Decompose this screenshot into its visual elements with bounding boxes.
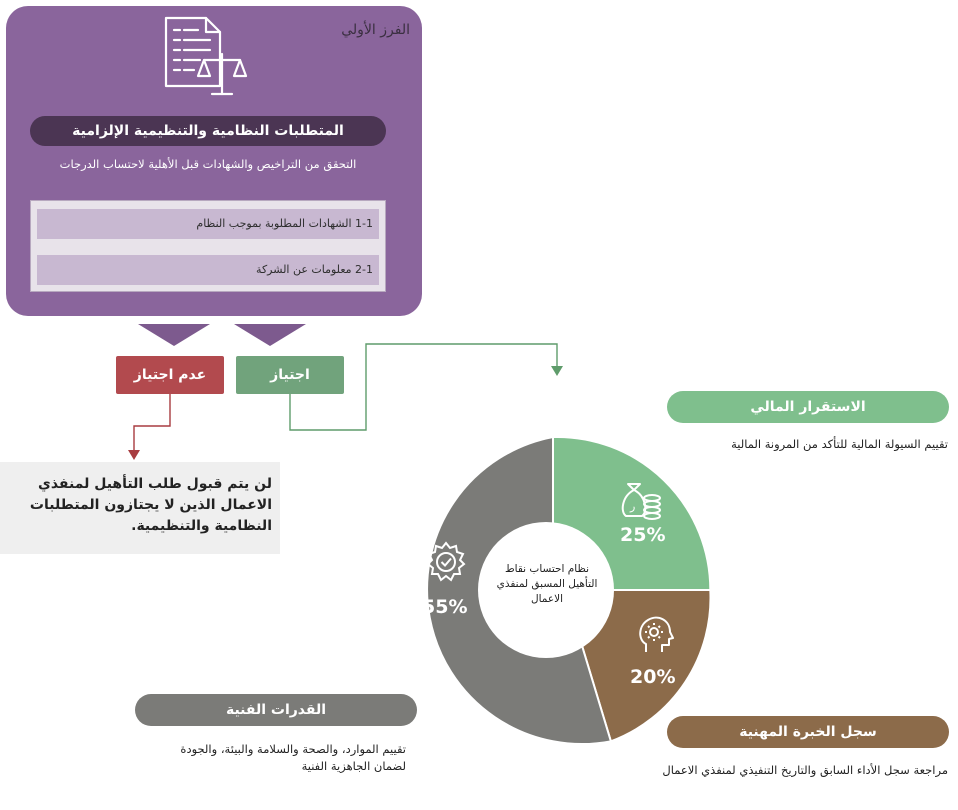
head-gear-icon [632,612,676,656]
scoring-center-label: نظام احتساب نقاط التأهيل المسبق لمنفذي الاعمال [496,563,598,605]
requirements-title: المتطلبات النظامية والتنظيمية الإلزامية [30,116,386,146]
percent-experience: 20% [630,666,676,688]
financial-stability-title: الاستقرار المالي [667,391,949,423]
pass-button[interactable]: اجتياز [236,356,344,394]
requirements-description: التحقق من التراخيص والشهادات قبل الأهلية لاحتساب الدرجات [59,157,357,171]
financial-stability-desc: تقييم السيولة المالية للتأكد من المرونة المالية [731,437,948,451]
fail-button[interactable]: عدم اجتياز [116,356,224,394]
svg-text:ر: ر [630,500,636,513]
requirement-item-label: 1-1 الشهادات المطلوبة بموجب النظام [196,217,373,230]
percent-technical: 55% [422,596,468,618]
technical-capabilities-title: القدرات الفنية [135,694,417,726]
screening-title: الفرز الأولي [341,22,410,38]
requirement-item-label: 2-1 معلومات عن الشركة [256,263,373,276]
rejection-note: لن يتم قبول طلب التأهيل لمنفذي الاعمال الذين لا يجتازون المتطلبات النظامية والتنظيمية. [29,476,272,534]
money-bag-icon [616,476,664,520]
experience-record-desc: مراجعة سجل الأداء السابق والتاريخ التنفيذي لمنفذي الاعمال [662,763,948,777]
experience-record-title: سجل الخبرة المهنية [667,716,949,748]
technical-capabilities-desc: تقييم الموارد، والصحة والسلامة والبيئة، والجودة لضمان الجاهزية الفنية [180,742,406,773]
gear-check-icon [424,540,468,584]
percent-financial: 25% [620,524,666,546]
